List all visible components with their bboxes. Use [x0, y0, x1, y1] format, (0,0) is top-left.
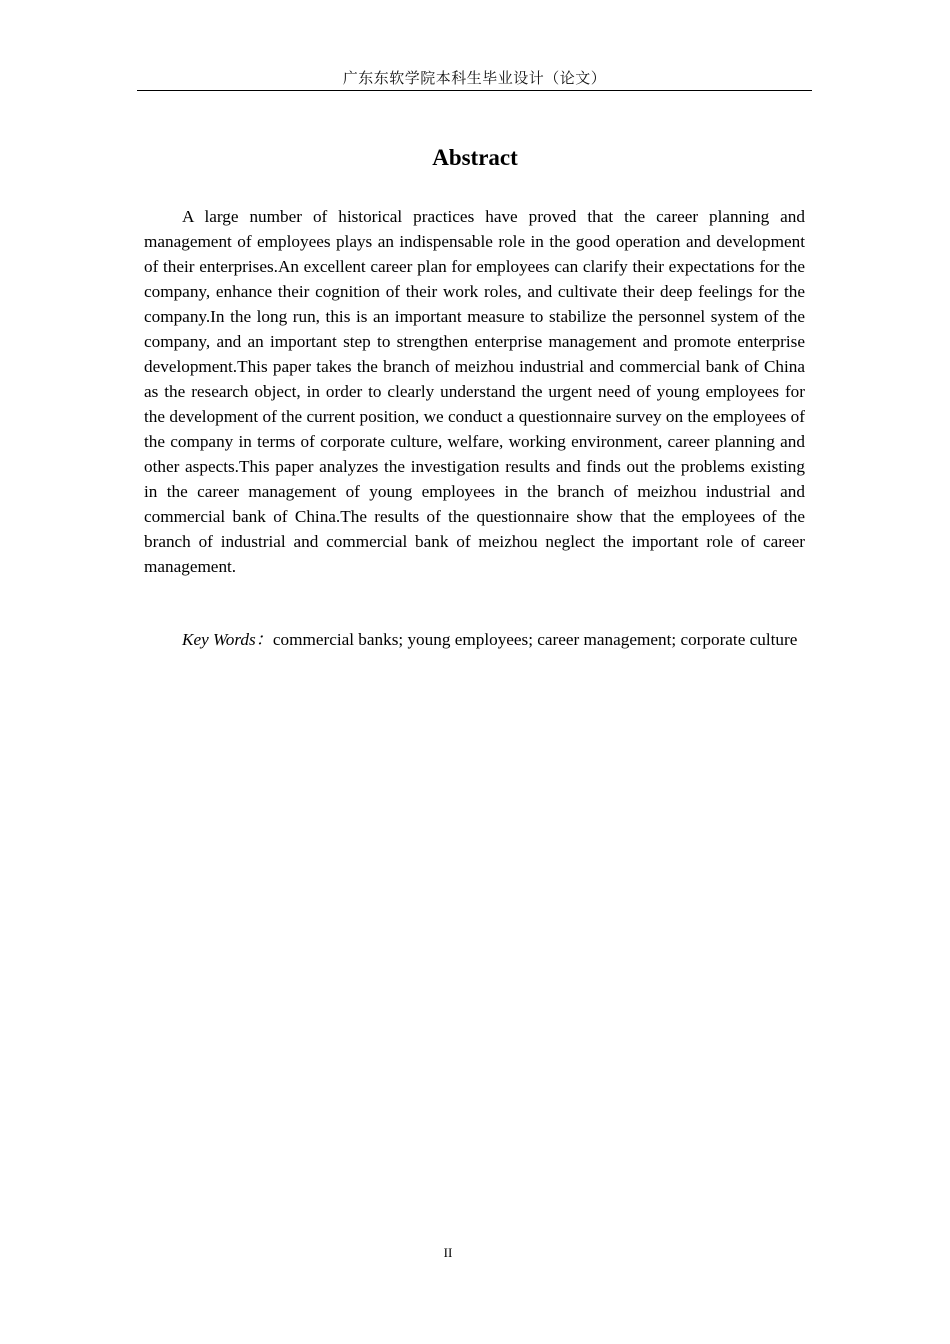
keywords-label: Key Words：	[182, 630, 273, 649]
abstract-body: A large number of historical practices have proved that the career planning and management of employees plays an indispensable role in the good operation and development of their enterprises.An excellent career plan for employees can clarify their expectations for the company, enhance their cognition of their work roles, and cultivate their deep feelings for the company.In the long run, this is an important measure to stabilize the personnel system of the company, and an important step to strengthen enterprise management and promote enterprise development.This paper takes the branch of meizhou industrial and commercial bank of China as the research object, in order to clearly understand the urgent need of young employees for the development of the current position, we conduct a questionnaire survey on the employees of the company in terms of corporate culture, welfare, working environment, career planning and other aspects.This paper analyzes the investigation results and finds out the problems existing in the career management of young employees in the branch of meizhou industrial and commercial bank of China.The results of the questionnaire show that the employees of the branch of industrial and commercial bank of meizhou neglect the important role of career management.	[144, 207, 805, 576]
keywords-text: commercial banks; young employees; career management; corporate culture	[272, 630, 798, 649]
keywords-paragraph	[144, 627, 805, 653]
page-header	[137, 68, 812, 91]
abstract-title: Abstract	[432, 145, 518, 170]
page-number: II	[443, 1245, 453, 1260]
header-title: 广东东软学院本科生毕业设计（论文）	[342, 71, 607, 87]
